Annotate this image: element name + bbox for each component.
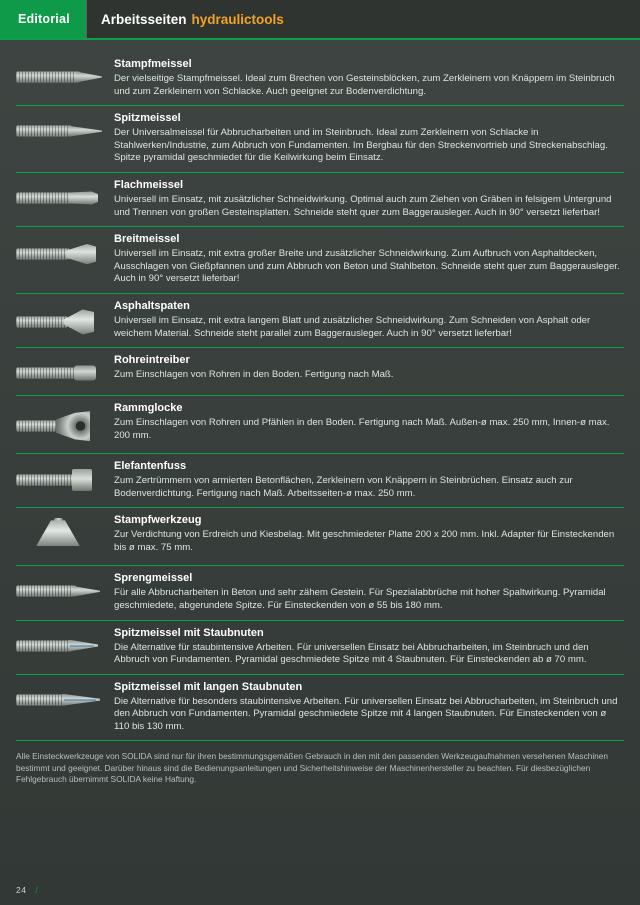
- pointed-chisel-icon: [16, 116, 106, 146]
- list-item: [16, 348, 624, 396]
- tool-text-cell: [108, 354, 624, 382]
- tool-name: Breitmeissel: [114, 233, 180, 246]
- tool-text-cell: [108, 572, 624, 612]
- tool-description: Die Alternative für staubintensive Arbeiten. Für universellen Einsatz bei Abbrucharbeiten, im Steinbruch und den Abbruch von Fundamenten. Pyramidal geschmiedete Spitze mit 4 Staubnuten. Für Einsteckenden ab ø 70 mm.: [114, 641, 589, 666]
- header-tab-editorial[interactable]: [0, 0, 86, 38]
- tool-description: Universell im Einsatz, mit extra großer Breite und zusätzlicher Schneidwirkung. Zum Aufbruch von Asphaltdecken, Ausschlagen von Gießpfannen und zum Abbruch von Beton und Stahlbeton. Schneide steht quer zum Baggerausleger. Auch in 90° versetzt lieferbar!: [114, 248, 620, 285]
- tool-name: Spitzmeissel mit Staubnuten: [114, 626, 264, 639]
- list-item: [16, 454, 624, 508]
- tool-text-cell: [108, 402, 624, 442]
- tool-description: Zur Verdichtung von Erdreich und Kiesbelag. Mit geschmiedeter Platte 200 x 200 mm. Inkl. Adapter für Einsteckenden bis ø max. 75 mm.: [114, 529, 615, 553]
- tool-description: Universell im Einsatz, mit extra langem Blatt und zusätzlicher Schneidwirkung. Zum Schneiden von Asphalt oder weichem Material. Schneide steht parallel zum Baggerausleger. Auch in 90° versetzt lieferbar!: [114, 314, 591, 339]
- list-item: [16, 396, 624, 454]
- list-item: [16, 675, 624, 742]
- tool-name: Sprengmeissel: [114, 572, 193, 585]
- tool-image-cell: [16, 402, 108, 446]
- page-title-text: Arbeitsseiten: [101, 11, 187, 27]
- tool-name: Spitzmeissel mit langen Staubnuten: [114, 680, 303, 693]
- list-item: [16, 294, 624, 348]
- tool-description: Zum Einschlagen von Rohren und Pfählen in den Boden. Fertigung nach Maß. Außen-ø max. 250 mm, Innen-ø max. 200 mm.: [114, 417, 610, 441]
- brand-label: hydraulictools: [191, 11, 284, 27]
- tool-image-cell: [16, 354, 108, 388]
- list-item: [16, 52, 624, 106]
- tool-name: Elefantenfuss: [114, 460, 187, 473]
- tool-description: Der Universalmeissel für Abbrucharbeiten und im Steinbruch. Ideal zum Zerkleinern von Schlacke in Stahlwerken/Industrie, zum Abbruch von Fundamenten. Im Bergbau für den Streckenvortrieb und Streckenabschlag. Spitze pyramidal geschmiedet für die Keilwirkung beim Einsatz.: [114, 127, 608, 164]
- tool-text-cell: [108, 627, 624, 667]
- pipe-driver-icon: [16, 358, 106, 388]
- blasting-chisel-icon: [16, 576, 106, 606]
- list-item: [16, 106, 624, 173]
- asphalt-spade-icon: [16, 304, 106, 340]
- grooved-point-chisel-icon: [16, 631, 106, 661]
- tool-name: Flachmeissel: [114, 178, 184, 191]
- elephant-foot-icon: [16, 464, 106, 496]
- tool-name: Rohreintreiber: [114, 354, 190, 367]
- tool-image-cell: [16, 460, 108, 496]
- tool-image-cell: [16, 233, 108, 271]
- tool-description: Zum Zertrümmern von armierten Betonflächen, Zerkleinern von Knäppern in Steinbrüchen. Einsatz auch zur Bodenverdichtung. Fertigung nach Maß. Arbeitsseiten-ø max. 250 mm.: [114, 475, 573, 499]
- page-number: 24: [16, 885, 27, 895]
- tool-text-cell: [108, 179, 624, 219]
- tamping-plate-icon: [16, 518, 106, 558]
- tool-name: Stampfmeissel: [114, 58, 192, 70]
- tool-text-cell: [108, 58, 624, 98]
- list-item: [16, 566, 624, 620]
- header-tab-label: Editorial: [18, 12, 70, 26]
- tool-description: Der vielseitige Stampfmeissel. Ideal zum Brechen von Gesteinsblöcken, zum Zerkleinern von Knäppern im Steinbruch und zum Zerkleinern von Schlacke. Auch geeignet zur Bodenverdichtung.: [114, 73, 615, 97]
- tool-description: Universell im Einsatz, mit zusätzlicher Schneidwirkung. Optimal auch zum Ziehen von Gräben in felsigem Untergrund und Trennen von großen Gesteinsplatten. Schneide steht quer zum Baggerausleger. Auch in 90° versetzt lieferbar!: [114, 193, 612, 218]
- list-item: [16, 227, 624, 294]
- tool-description: Für alle Abbrucharbeiten in Beton und sehr zähem Gestein. Für Spezialabbrüche mit hoher Spaltwirkung. Pyramidal geschmiedete, abgerundete Spitze. Für Einsteckenden von ø 55 bis 180 mm.: [114, 587, 606, 611]
- tool-image-cell: [16, 179, 108, 213]
- page-footer: [16, 885, 38, 895]
- tool-name: Stampfwerkzeug: [114, 514, 202, 527]
- page-header: [0, 0, 640, 40]
- page-footer-slash: /: [35, 885, 39, 895]
- tool-text-cell: [108, 300, 624, 340]
- page-title: [86, 0, 640, 38]
- moil-point-chisel-icon: [16, 62, 106, 92]
- tool-list: [0, 40, 640, 741]
- tool-image-cell: [16, 514, 108, 558]
- tool-text-cell: [108, 514, 624, 554]
- legal-footnote: Alle Einsteckwerkzeuge von SOLIDA sind nur für ihren bestimmungsgemäßen Gebrauch in den mit den passenden Werkzeugaufnahmen versehenen Maschinen bestimmt und geeignet. Darüber hinaus sind die Bedienungsanleitungen und Sicherheitshinweise der Maschinenhersteller zu beachten. Für diesbezüglichen Fehlgebrauch übernimmt SOLIDA keine Haftung.: [16, 751, 609, 785]
- tool-image-cell: [16, 627, 108, 661]
- tool-text-cell: [108, 233, 624, 286]
- driving-bell-icon: [16, 406, 106, 446]
- tool-text-cell: [108, 112, 624, 165]
- list-item: [16, 621, 624, 675]
- tool-text-cell: [108, 681, 624, 734]
- long-grooved-point-chisel-icon: [16, 685, 106, 715]
- tool-image-cell: [16, 681, 108, 715]
- list-item: [16, 508, 624, 566]
- tool-image-cell: [16, 300, 108, 340]
- tool-name: Spitzmeissel: [114, 112, 181, 125]
- tool-image-cell: [16, 112, 108, 146]
- tool-name: Asphaltspaten: [114, 299, 190, 312]
- wide-chisel-icon: [16, 237, 106, 271]
- tool-name: Rammglocke: [114, 402, 183, 415]
- list-item: [16, 173, 624, 227]
- flat-chisel-icon: [16, 183, 106, 213]
- tool-image-cell: [16, 58, 108, 92]
- tool-description: Die Alternative für besonders staubintensive Arbeiten. Für universellen Einsatz bei Abbrucharbeiten, im Steinbruch und den Abbruch von Fundamenten. Pyramidal geschmiedete Spitze mit 4 langen Staubnuten. Für Einsteckenden von ø 110 bis 130 mm.: [114, 695, 618, 732]
- tool-text-cell: [108, 460, 624, 500]
- tool-description: Zum Einschlagen von Rohren in den Boden. Fertigung nach Maß.: [114, 369, 394, 381]
- tool-image-cell: [16, 572, 108, 606]
